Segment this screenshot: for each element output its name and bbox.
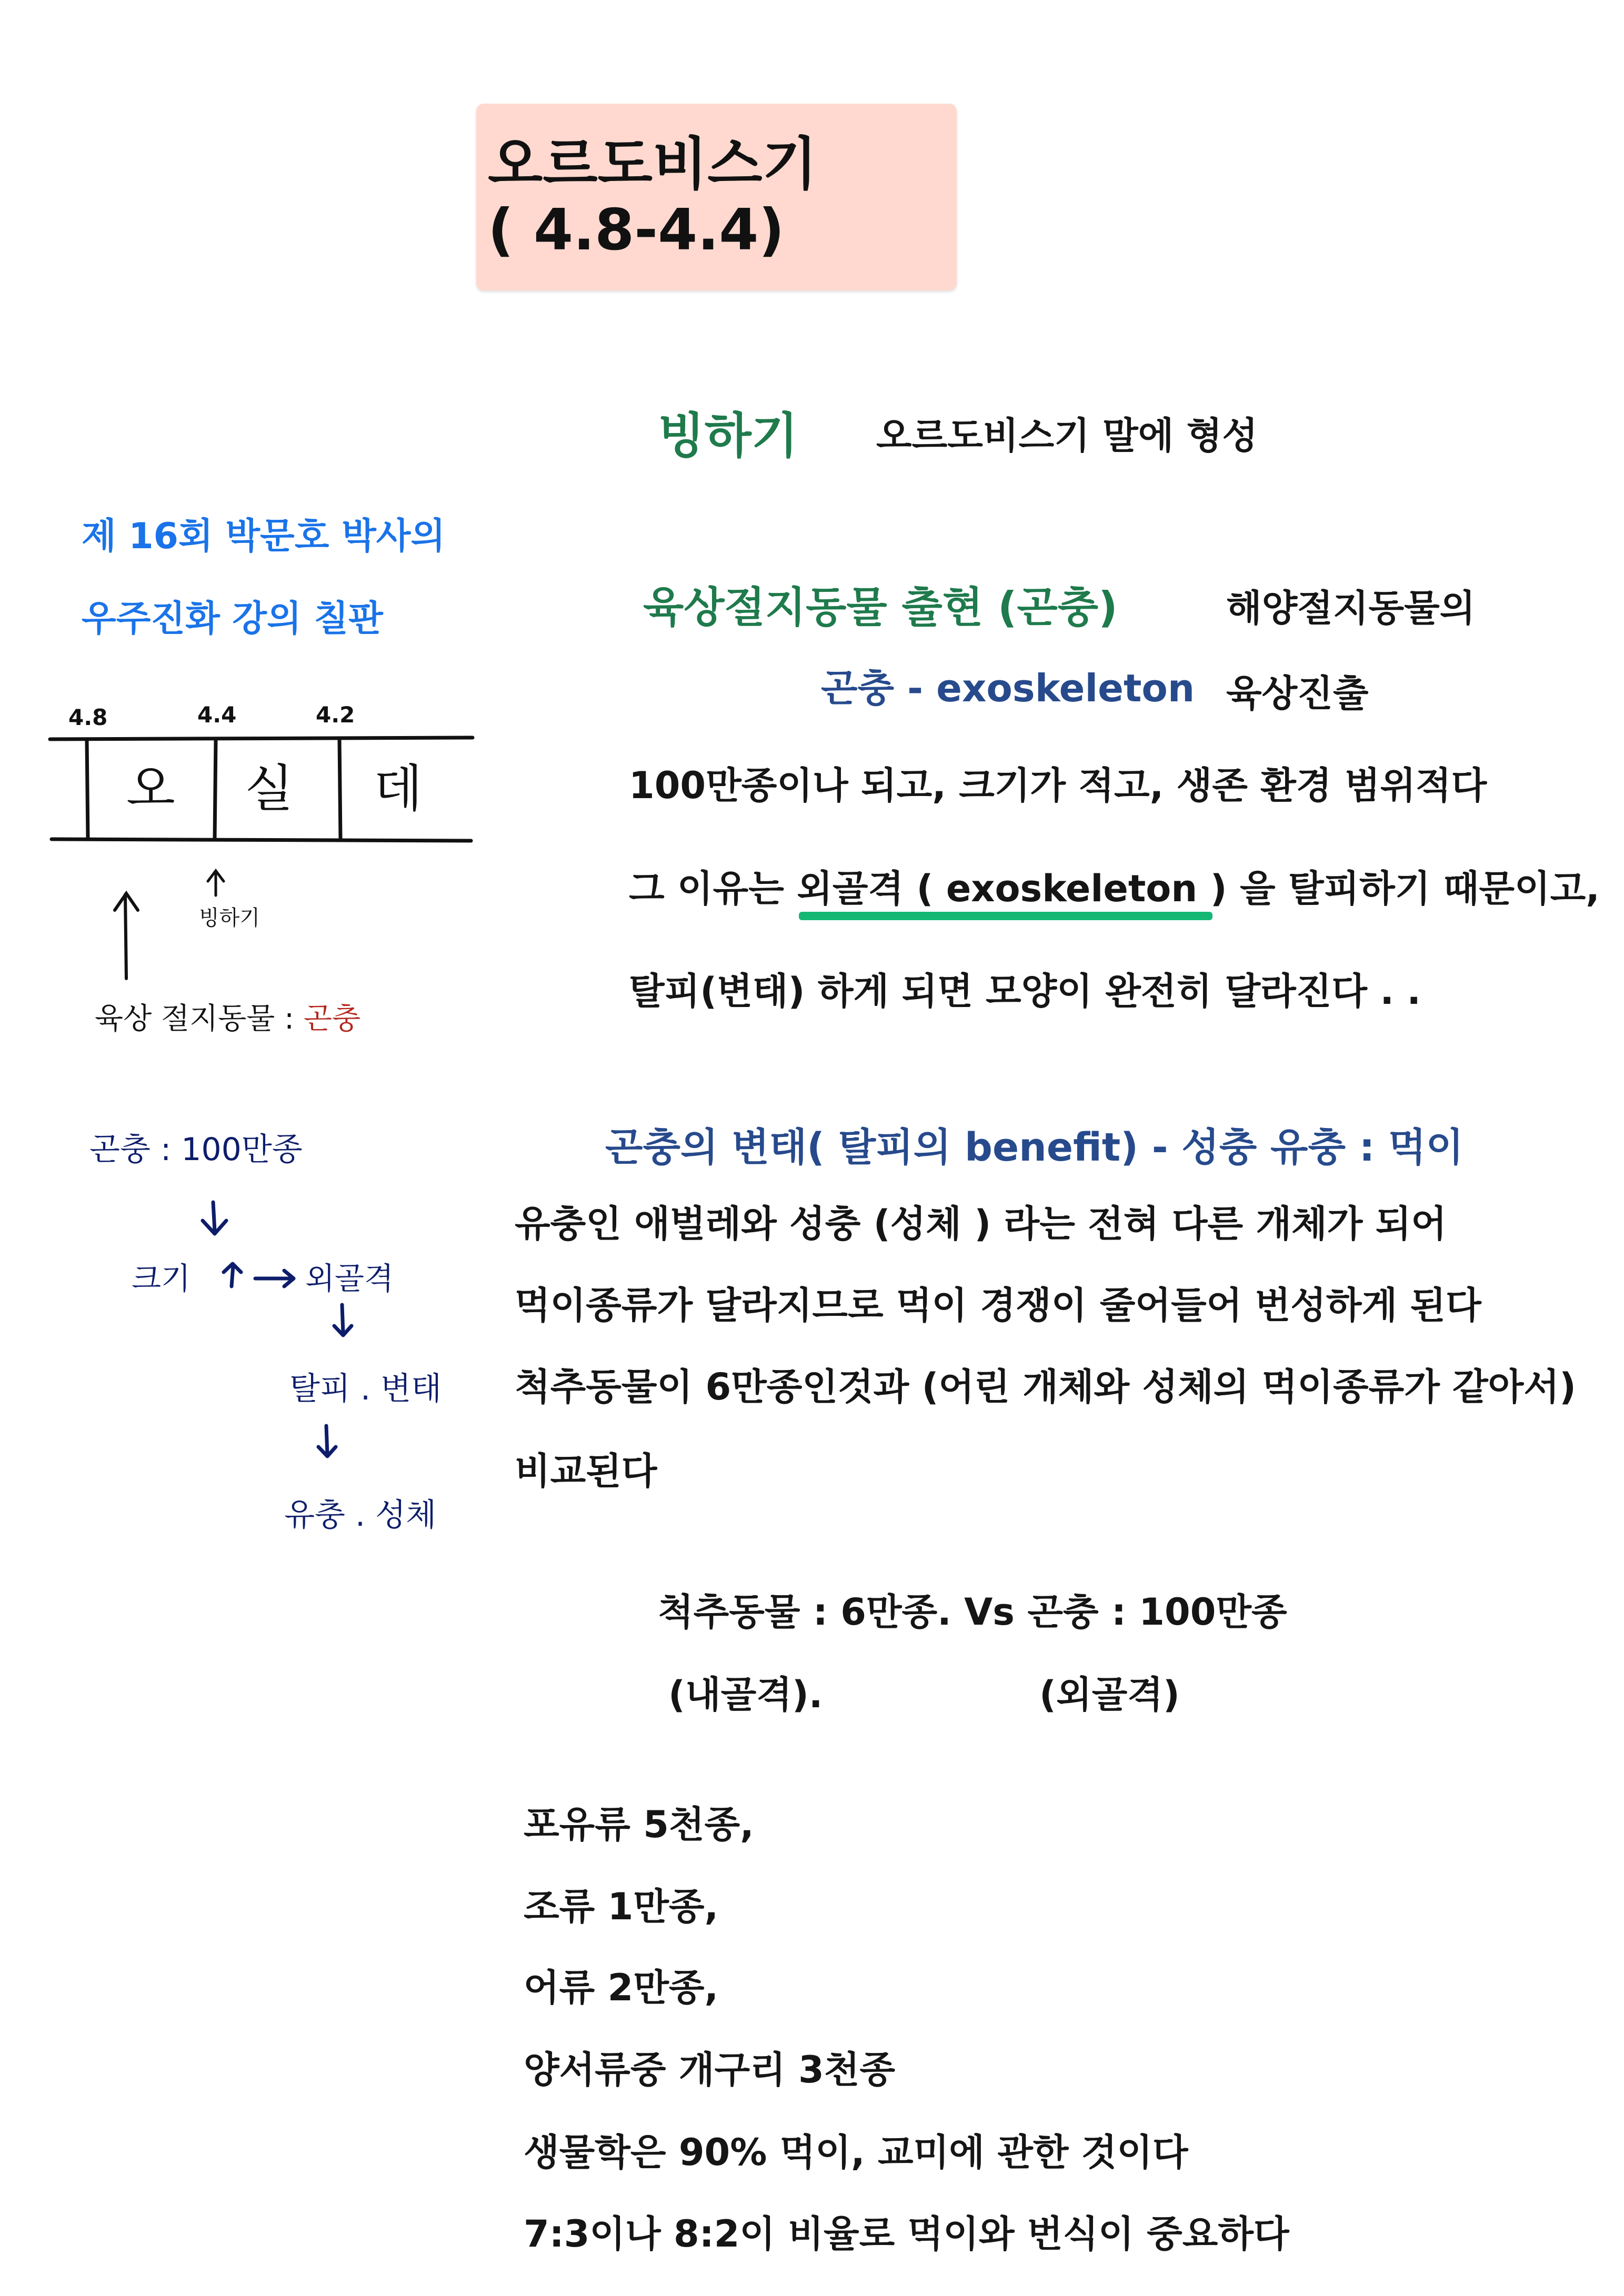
title-box [476,104,957,290]
species-item: 생물학은 90% 먹이, 교미에 관한 것이다 [524,2131,1188,2174]
p2-post: 을 탈피하기 때문이고, [1227,867,1600,910]
species-item: 조류 1만종, [524,1885,719,1928]
land-arthropods-p1: 100만종이나 되고, 크기가 적고, 생존 환경 범위적다 [629,764,1487,807]
comparison-exoskeleton-note: (외골격) [1039,1673,1180,1716]
timeline-caption-insect: 곤충 [303,1002,361,1036]
flow-larva-adult-label: 유충 . 성체 [284,1497,437,1534]
timeline-cell-silurian: 실 [245,759,294,818]
species-item: 7:3이나 8:2이 비율로 먹이와 번식이 중요하다 [524,2212,1289,2255]
species-item: 어류 2만종, [524,1966,719,2009]
page-subtitle-period: ( 4.8-4.4) [488,197,785,263]
land-arthropods-p2 [629,859,1600,912]
page-title: 오르도비스기 [488,132,817,197]
metamorphosis-p1: 유충인 애벌레와 성충 (성체 ) 라는 전혀 다른 개체가 되어 [515,1202,1447,1245]
land-arthropods-side-1: 해양절지동물의 [1226,587,1476,630]
metamorphosis-p4: 비교된다 [515,1449,657,1493]
species-item: 양서류중 개구리 3천종 [524,2048,896,2091]
timeline-arrow-label: 빙하기 [199,906,260,930]
timeline-tick: 4.4 [197,702,237,728]
flow-exoskeleton-label: 외골격 [305,1261,394,1296]
flow-top: 곤충 : 100만종 [89,1131,303,1168]
lecture-note-line2: 우주진화 강의 칠판 [82,598,383,640]
metamorphosis-heading: 곤충의 변태( 탈피의 benefit) - 성충 유충 : 먹이 [605,1125,1464,1170]
timeline-cell-devonian: 데 [374,759,423,818]
metamorphosis-p3: 척추동물이 6만종인것과 (어린 개체와 성체의 먹이종류가 같아서) [515,1365,1577,1408]
glaciation-label: 빙하기 [658,408,798,464]
comparison-endoskeleton-note: (내골격). [668,1673,823,1716]
insect-exoskeleton-sub: 곤충 - exoskeleton [821,666,1195,710]
timeline-sketch [42,689,484,1068]
timeline-tick: 4.8 [68,704,108,730]
flow-size-label: 크기 [132,1261,191,1296]
metamorphosis-p2: 먹이종류가 달라지므로 먹이 경쟁이 줄어들어 번성하게 된다 [515,1284,1481,1327]
p2-pre: 그 이유는 [629,867,797,910]
species-item: 포유류 5천종, [524,1803,754,1846]
comparison-line: 척추동물 : 6만종. Vs 곤충 : 100만종 [658,1590,1287,1634]
timeline-tick: 4.2 [316,702,355,728]
timeline-cell-ordovician: 오 [126,759,175,818]
land-arthropods-p3: 탈피(변태) 하게 되면 모양이 완전히 달라진다 . . [629,970,1421,1013]
glaciation-desc: 오르도비스기 말에 형성 [876,414,1258,457]
flow-molting-label: 탈피 . 변태 [289,1371,442,1407]
land-arthropods-heading: 육상절지동물 출현 (곤충) [643,583,1118,632]
exoskeleton-underline [799,912,1212,920]
land-arthropods-side-2: 육상진출 [1226,672,1369,715]
timeline-caption [95,1002,360,1036]
insect-flow-sketch [79,1105,479,1557]
timeline-caption-main: 육상 절지동물 : [95,1002,304,1036]
lecture-note-line1: 제 16회 박문호 박사의 [82,516,446,557]
p2-underlined: 외골격 ( exoskeleton ) [797,867,1227,910]
